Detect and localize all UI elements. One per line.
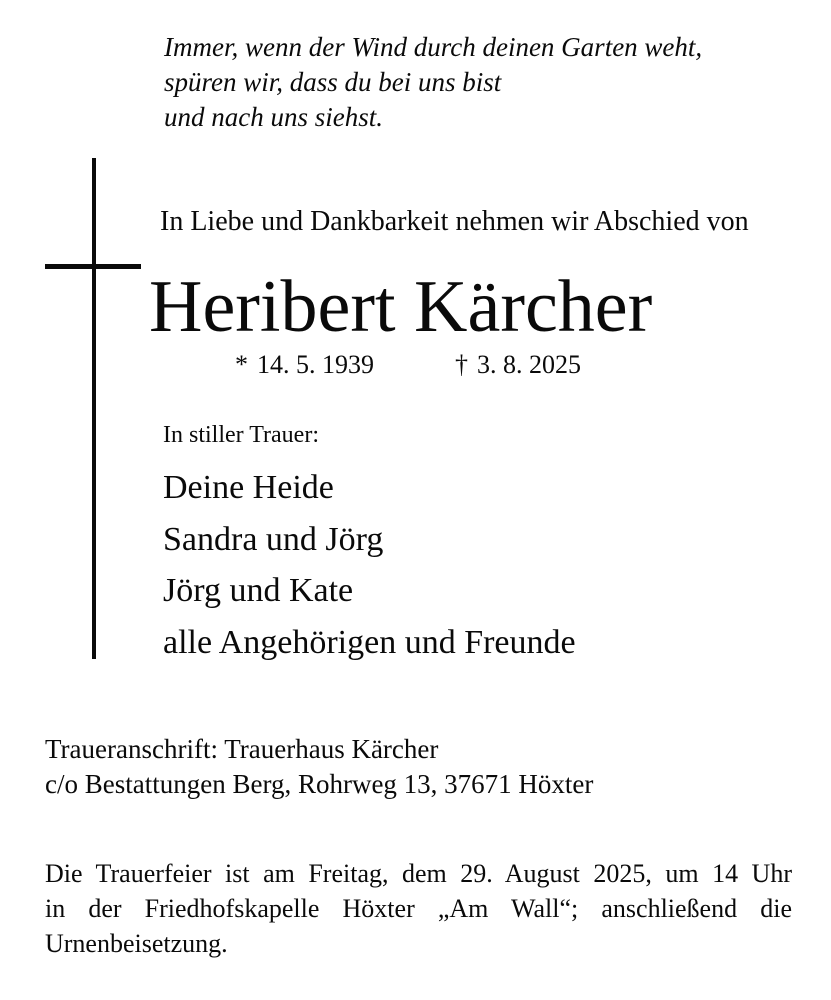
quote-line: und nach uns siehst. (164, 102, 383, 132)
deceased-name: Heribert Kärcher (149, 266, 653, 348)
condolence-address (45, 732, 593, 802)
birth-star-symbol: * (235, 350, 248, 379)
intro-line: In Liebe und Dankbarkeit nehmen wir Abschied von (160, 206, 749, 237)
birth-date (235, 350, 374, 380)
mourners-list (163, 462, 576, 668)
memorial-quote (164, 30, 702, 135)
birth-date-value: 14. 5. 1939 (257, 350, 374, 379)
service-info-line: Die Trauerfeier ist am Freitag, dem 29. August 2025, um 14 Uhr (45, 859, 792, 888)
death-dagger-symbol: † (455, 350, 468, 379)
cross-vertical-bar (92, 158, 96, 659)
service-info (45, 856, 792, 961)
mourner-name: Jörg und Kate (163, 572, 354, 609)
mourner-name: Sandra und Jörg (163, 520, 384, 558)
mourning-heading: In stiller Trauer: (163, 422, 319, 448)
quote-line: spüren wir, dass du bei uns bist (164, 67, 502, 97)
service-info-line: in der Friedhofskapelle Höxter „Am Wall“; anschließend die (45, 894, 792, 923)
death-date-value: 3. 8. 2025 (477, 350, 581, 379)
death-date (455, 350, 581, 380)
address-line: Traueranschrift: Trauerhaus Kärcher (45, 734, 439, 764)
quote-line: Immer, wenn der Wind durch deinen Garten weht, (164, 32, 703, 62)
address-line: c/o Bestattungen Berg, Rohrweg 13, 37671 Höxter (45, 769, 594, 799)
mourner-name: alle Angehörigen und Freunde (163, 623, 576, 661)
cross-horizontal-bar (45, 264, 141, 269)
service-info-line: Urnenbeisetzung. (45, 929, 228, 958)
mourner-name: Deine Heide (163, 469, 334, 506)
